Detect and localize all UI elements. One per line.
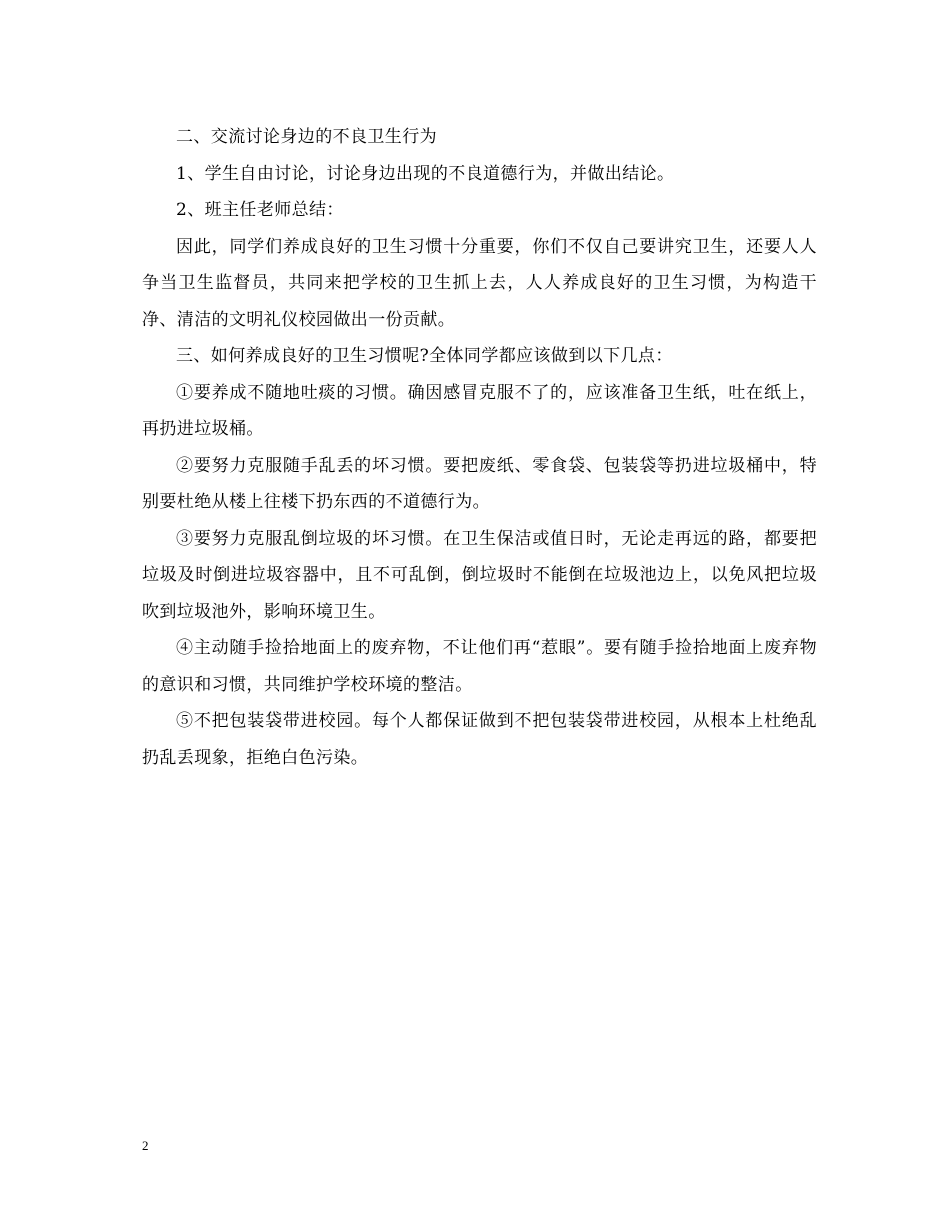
page-number: 2 <box>142 1138 149 1153</box>
paragraph-teacher-summary: 因此，同学们养成良好的卫生习惯十分重要，你们不仅自己要讲究卫生，还要人人争当卫生监督员，共同来把学校的卫生抓上去，人人养成良好的卫生习惯，为构造干净、清洁的文明礼仪校园做出一份贡献。 <box>142 236 817 330</box>
section-heading-discussion: 二、交流讨论身边的不良卫生行为 <box>176 127 437 147</box>
document-body <box>142 119 817 776</box>
list-item-no-packaging-bags: ⑤不把包装袋带进校园。每个人都保证做到不把包装袋带进校园，从根本上杜绝乱扔乱丢现象，拒绝白色污染。 <box>142 711 817 768</box>
section-heading-good-habits: 三、如何养成良好的卫生习惯呢?全体同学都应该做到以下几点： <box>176 346 673 366</box>
list-item-pick-up-waste: ④主动随手捡拾地面上的废弃物，不让他们再“惹眼”。要有随手捡拾地面上废弃物的意识和习惯，共同维护学校环境的整洁。 <box>142 638 817 695</box>
paragraph-teacher-summary-heading: 2、班主任老师总结： <box>176 200 344 220</box>
list-item-no-littering: ②要努力克服随手乱丢的坏习惯。要把废纸、零食袋、包装袋等扔进垃圾桶中，特别要杜绝从楼上往楼下扔东西的不道德行为。 <box>142 455 817 512</box>
paragraph-student-discussion: 1、学生自由讨论，讨论身边出现的不良道德行为，并做出结论。 <box>176 163 675 184</box>
list-item-no-spitting: ①要养成不随地吐痰的习惯。确因感冒克服不了的，应该准备卫生纸，吐在纸上，再扔进垃圾桶。 <box>142 382 817 439</box>
list-item-proper-garbage-disposal: ③要努力克服乱倒垃圾的坏习惯。在卫生保洁或值日时，无论走再远的路，都要把垃圾及时倒进垃圾容器中，且不可乱倒，倒垃圾时不能倒在垃圾池边上，以免风把垃圾吹到垃圾池外，影响环境卫生。 <box>142 528 817 622</box>
